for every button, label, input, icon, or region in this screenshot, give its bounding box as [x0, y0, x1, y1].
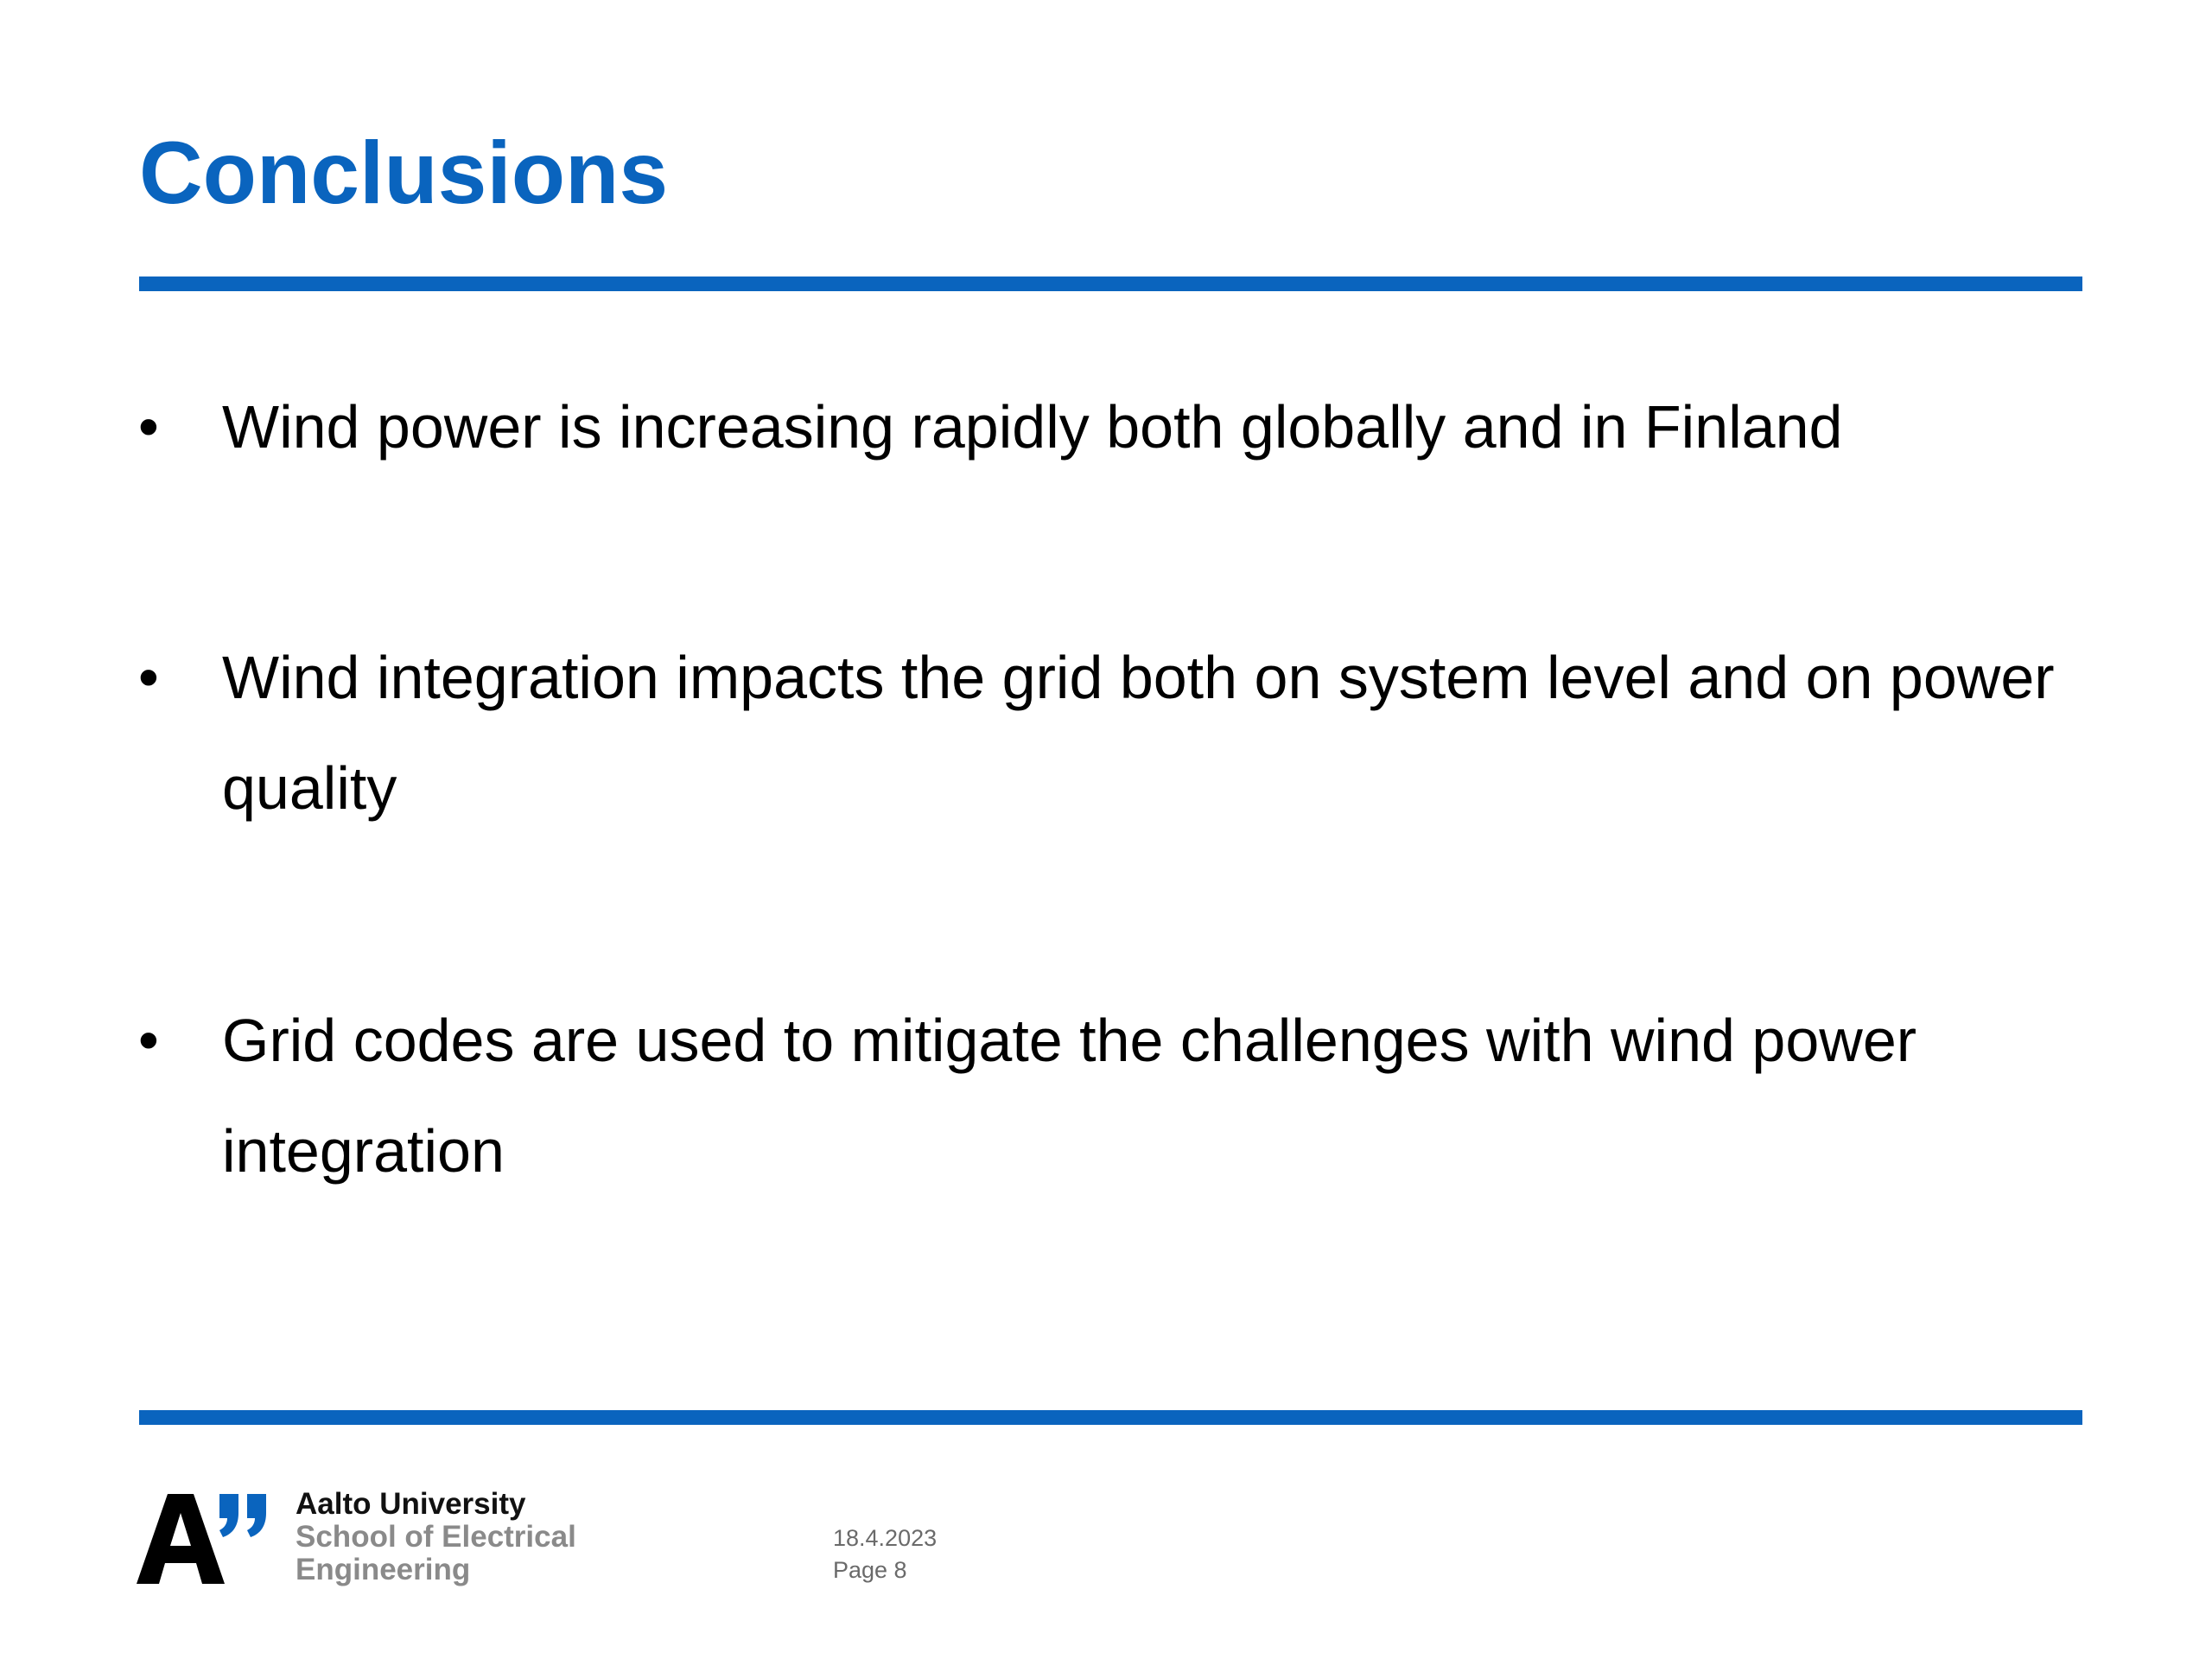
- bullet-text: Wind integration impacts the grid both on system level and on power quality: [222, 644, 2055, 822]
- page-number: Page 8: [833, 1557, 907, 1583]
- title-divider: [139, 276, 2082, 291]
- school-name-line1: School of Electrical: [296, 1520, 576, 1554]
- university-name: Aalto University: [296, 1487, 526, 1521]
- school-name-line2: Engineering: [296, 1553, 471, 1586]
- bullet-marker: •: [138, 1007, 159, 1073]
- organization-name: [296, 1488, 576, 1586]
- aalto-logo-icon: [137, 1491, 275, 1586]
- slide-meta: [833, 1522, 937, 1586]
- bullet-text: Grid codes are used to mitigate the challenges with wind power integration: [222, 1007, 1917, 1185]
- bullet-text: Wind power is increasing rapidly both globally and in Finland: [222, 393, 1843, 461]
- slide-date: 18.4.2023: [833, 1525, 938, 1551]
- bullet-marker: •: [138, 645, 159, 710]
- footer-divider: [139, 1410, 2082, 1425]
- slide-title: Conclusions: [139, 124, 669, 222]
- bullet-marker: •: [138, 394, 159, 460]
